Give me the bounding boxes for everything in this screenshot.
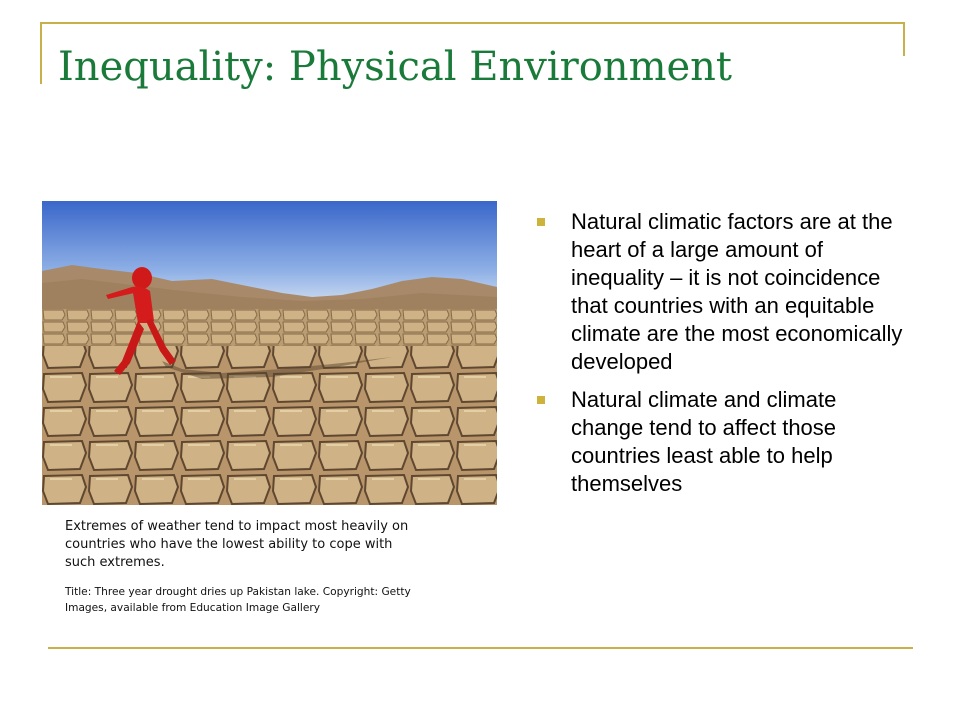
right-rule xyxy=(903,22,905,56)
bullet-item xyxy=(537,208,907,376)
drought-photo xyxy=(42,201,497,505)
photo-caption: Extremes of weather tend to impact most heavily on countries who have the lowest ability to cope with such extremes. xyxy=(65,519,409,570)
slide-title: Inequality: Physical Environment xyxy=(58,44,733,90)
bullet-square-icon xyxy=(537,218,545,226)
drought-lakebed-photo-icon xyxy=(42,201,497,505)
bottom-rule xyxy=(48,647,913,649)
bullet-square-icon xyxy=(537,396,545,404)
bullet-item xyxy=(537,386,907,498)
top-rule xyxy=(40,22,905,24)
photo-credit: Title: Three year drought dries up Pakistan lake. Copyright: Getty Images, available from Education Image Gallery xyxy=(65,586,411,614)
left-rule xyxy=(40,22,42,84)
bullet-text: Natural climate and climate change tend to affect those countries least able to help themselves xyxy=(571,387,837,496)
bullet-text: Natural climatic factors are at the heart of a large amount of inequality – it is not coincidence that countries with an equitable climate are the most economically developed xyxy=(571,209,903,374)
bullet-list xyxy=(537,208,907,508)
